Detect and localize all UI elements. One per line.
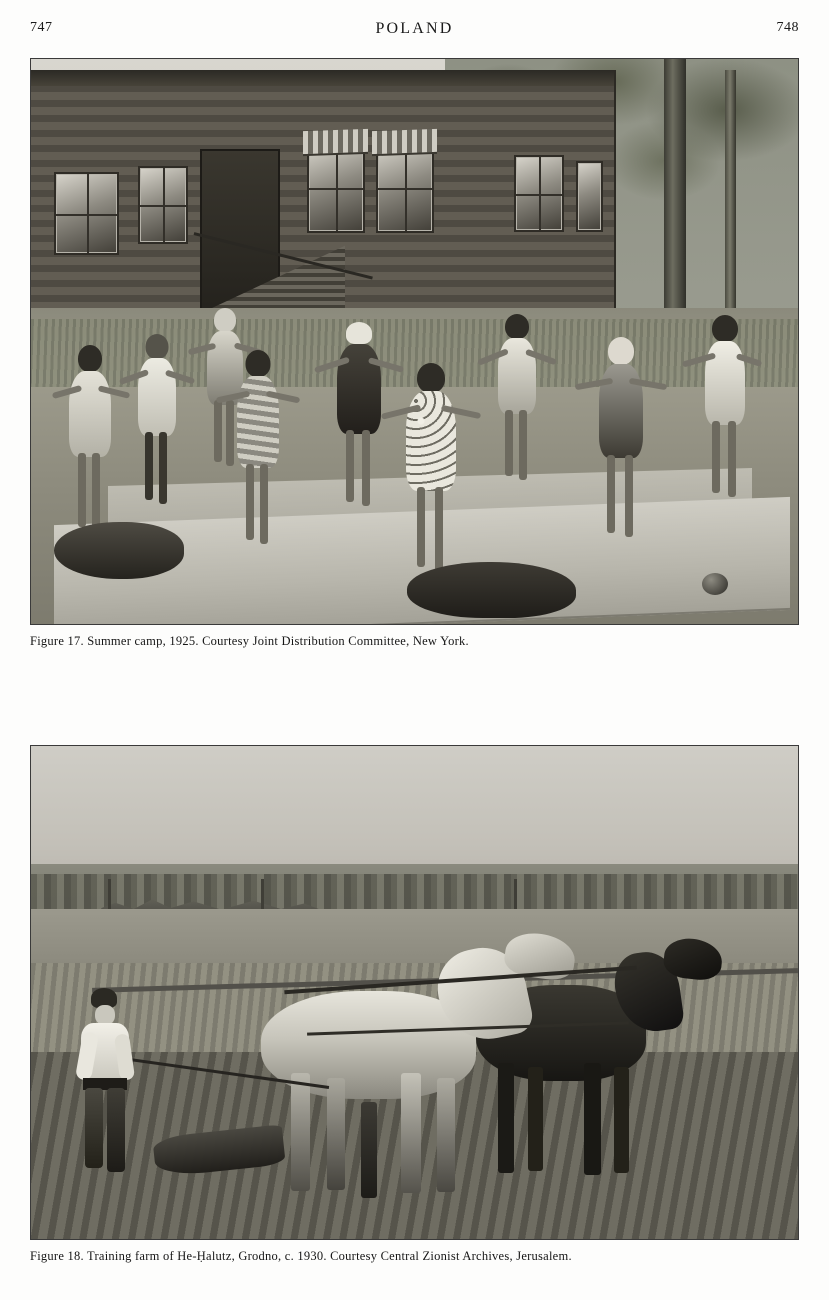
child-figure: [131, 334, 183, 522]
figure-17-caption: Figure 17. Summer camp, 1925. Courtesy Joint Distribution Committee, New York.: [30, 634, 469, 648]
window: [307, 144, 365, 233]
window: [138, 166, 188, 243]
farmer-head: [95, 1005, 115, 1025]
farmer-figure: [69, 988, 149, 1178]
roof-line: [31, 70, 614, 86]
figure-18-caption: Figure 18. Training farm of He-Ḥalutz, Grodno, c. 1930. Courtesy Central Zionist Archives, Jerusalem.: [30, 1249, 572, 1263]
tree-trunk: [725, 70, 736, 341]
window-awning: [303, 128, 368, 155]
child-figure: [591, 337, 651, 545]
child-figure: [230, 350, 286, 556]
running-head: [30, 20, 799, 42]
figure-18-photo: [30, 745, 799, 1240]
child-figure: [698, 315, 752, 511]
bundle-on-ground: [54, 522, 184, 579]
child-figure: [491, 314, 543, 500]
window: [514, 155, 564, 232]
figure-17: [30, 58, 799, 649]
farmer-leg: [107, 1088, 125, 1172]
folio-left: 747: [30, 20, 53, 35]
window: [576, 161, 603, 233]
child-figure: [62, 345, 118, 545]
page-title: POLAND: [375, 20, 454, 37]
child-figure: [399, 363, 463, 579]
window: [54, 172, 119, 255]
farmer-leg: [85, 1088, 103, 1168]
window: [376, 144, 434, 233]
figure-17-photo: [30, 58, 799, 625]
figure-18: [30, 745, 799, 1264]
child-figure: [330, 322, 388, 522]
bundle-on-ground: [407, 562, 576, 619]
window-awning: [372, 128, 437, 155]
folio-right: 748: [776, 20, 799, 35]
